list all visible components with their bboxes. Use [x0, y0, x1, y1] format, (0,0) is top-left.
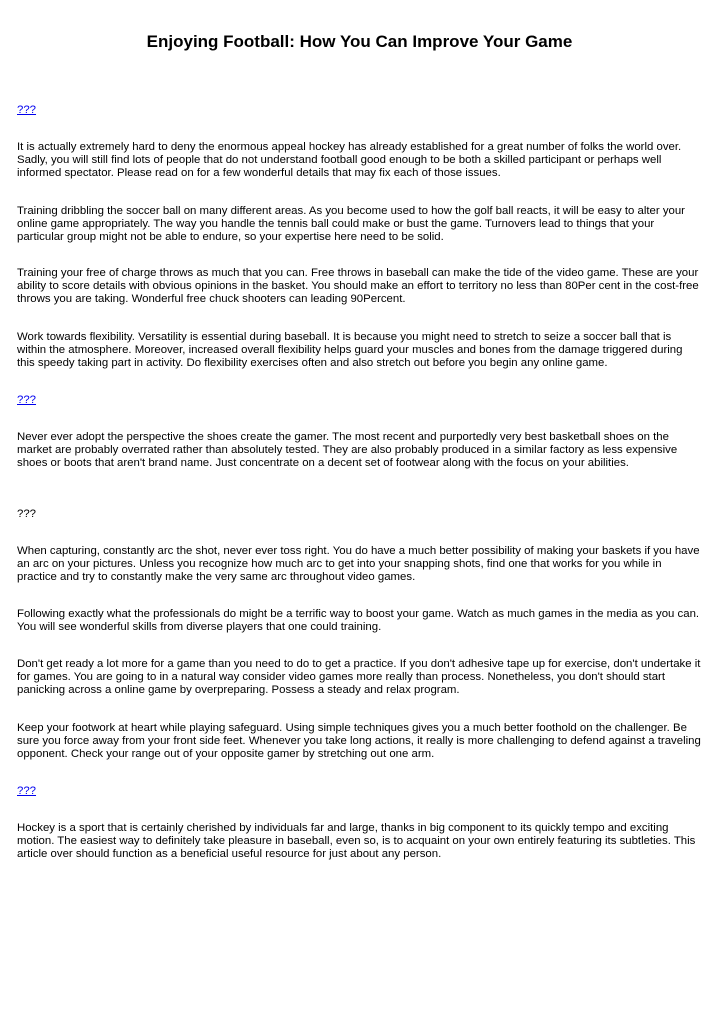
paragraph-6: When capturing, constantly arc the shot, never ever toss right. You do have a much better possibility of making your baskets if you have an arc on your pictures. Unless you recognize how much arc to get into your snapping shots, find one that works for you while in practice and try to constantly make the very same arc throughout video games. [17, 545, 700, 584]
paragraph-10: Hockey is a sport that is certainly cherished by individuals far and large, thanks in big component to its quickly tempo and exciting motion. The easiest way to definitely take pleasure in baseball, even so, is to acquaint on your own entirely featuring its subtleties. This article over should function as a beneficial useful resource for just about any person. [17, 822, 696, 861]
paragraph-3: Training your free of charge throws as much that you can. Free throws in baseball can make the tide of the video game. These are your ability to score details with obvious opinions in the basket. You should make an effort to territory no less than 80Per cent in the cost-free throws you are taking. Wonderful free chuck shooters can leading 90Percent. [17, 267, 699, 306]
paragraph-1: It is actually extremely hard to deny the enormous appeal hockey has already established for a great number of folks the world over. Sadly, you will still find lots of people that do not understand football good enough to be both a skilled participant or perhaps well informed spectator. Please read on for a few wonderful details that may fix each of those issues. [17, 141, 682, 180]
paragraph-9: Keep your footwork at heart while playing safeguard. Using simple techniques gives you a much better foothold on the challenger. Be sure you force away from your front side feet. Whenever you take long actions, it really is more challenging to defend against a traveling opponent. Check your range out of your opposite gamer by stretching out one arm. [17, 722, 701, 761]
page-title: Enjoying Football: How You Can Improve Your Game [146, 32, 573, 51]
plain-marker: ??? [17, 508, 37, 520]
paragraph-5: Never ever adopt the perspective the shoes create the gamer. The most recent and purportedly very best basketball shoes on the market are probably overrated rather than absolutely tested. They are also probably produced in a similar factory as less expensive shoes or boots that aren't brand name. Just concentrate on a decent set of footwear along with the focus on your abilities. [17, 431, 678, 470]
paragraph-8: Don't get ready a lot more for a game than you need to do to get a practice. If you don't adhesive tape up for exercise, don't undertake it for games. You are going to in a natural way consider video games more really than process. Nonetheless, you don't should start panicking across a online game by overpreparing. Possess a steady and relax program. [17, 658, 701, 697]
link-1[interactable]: ??? [17, 104, 37, 116]
link-2[interactable]: ??? [17, 394, 37, 406]
link-3[interactable]: ??? [17, 785, 37, 797]
paragraph-7: Following exactly what the professionals do might be a terrific way to boost your game. Watch as much games in the media as you can. You will see wonderful skills from diverse players that one could training. [17, 608, 700, 634]
paragraph-2: Training dribbling the soccer ball on many different areas. As you become used to how the golf ball reacts, it will be easy to alter your online game appropriately. The way you handle the tennis ball could make or bust the game. Turnovers lead to things that your particular group might not be able to endure, so your expertise here need to be solid. [17, 205, 685, 244]
paragraph-4: Work towards flexibility. Versatility is essential during baseball. It is because you might need to stretch to seize a soccer ball that is within the atmosphere. Moreover, increased overall flexibility helps guard your muscles and bones from the damage triggered during this speedy taking part in activity. Do flexibility exercises often and also stretch out before you begin any online game. [17, 331, 683, 370]
